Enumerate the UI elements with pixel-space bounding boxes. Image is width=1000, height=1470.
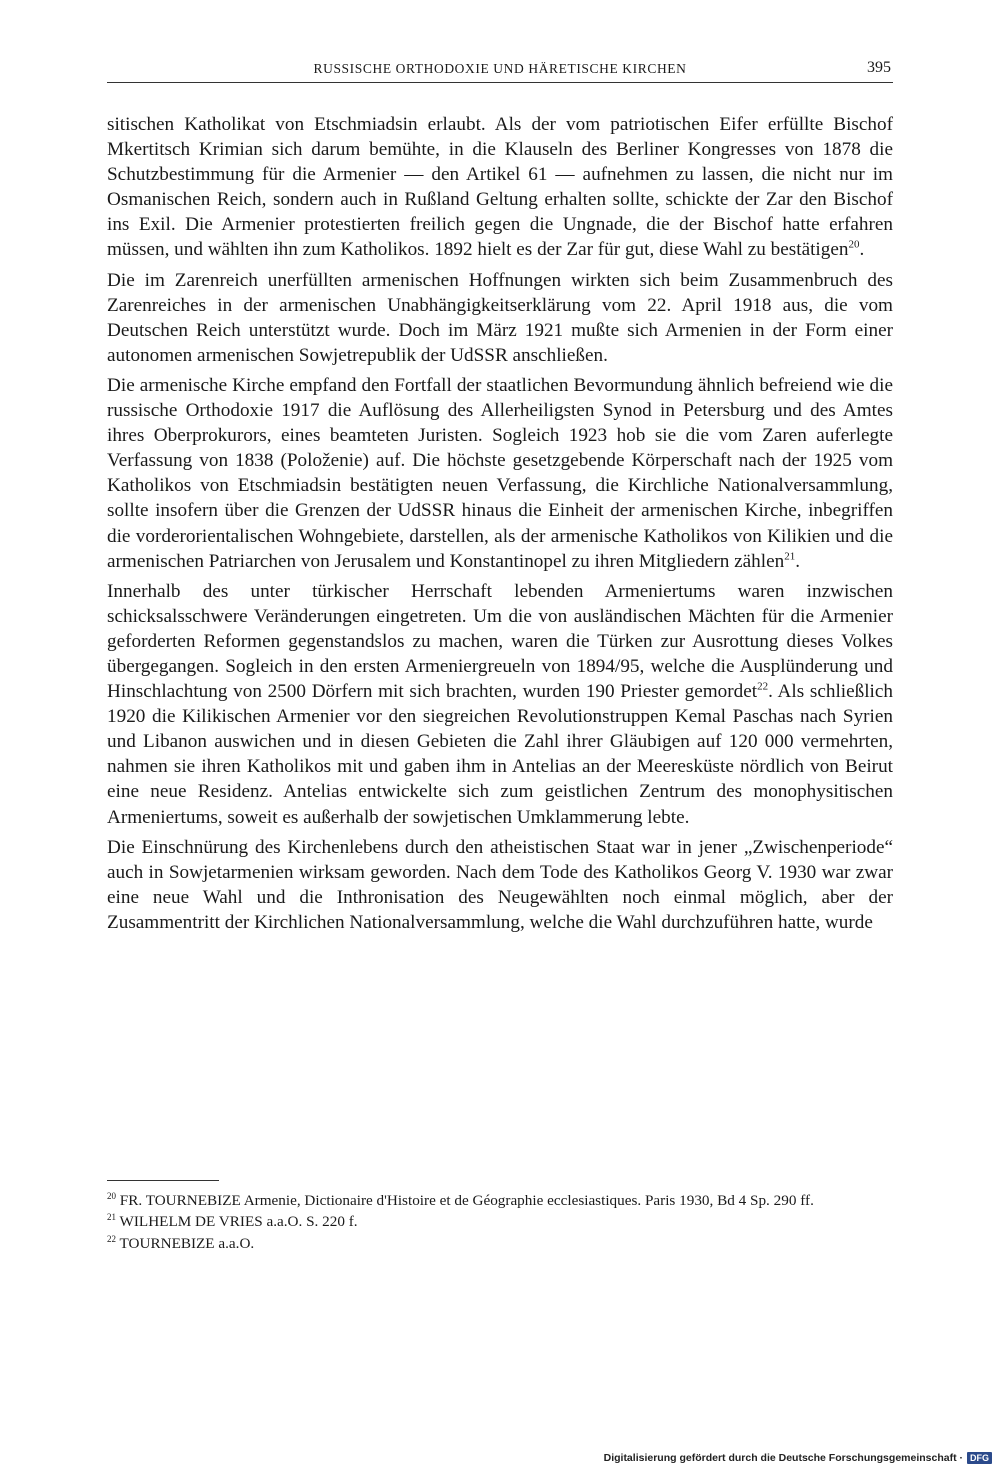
footnote-text: WILHELM DE VRIES a.a.O. S. 220 f. [119,1213,358,1231]
footnote-text: FR. TOURNEBIZE Armenie, Dictionaire d'Histoire et de Géographie ecclesiastiques. Paris 1930, Bd 4 Sp. 290 ff. [119,1192,814,1210]
footnote [107,1231,893,1252]
credit-text: Digitalisierung gefördert durch die Deutsche Forschungsgemeinschaft · [603,1452,963,1464]
footnote-number: 22 [107,1233,116,1244]
paragraph-tail: . [795,550,801,572]
paragraph-text: Die armenische Kirche empfand den Fortfall der staatlichen Bevormundung ähnlich befreiend wie die russische Orthodoxie 1917 die Auflösung des Allerheiligsten Synod in Petersburg und des Amtes ihres Oberprokurors, eines beamteten Juristen. Sogleich 1923 hob sie die vom Zaren auferlegte Verfassung von 1838 (Položenie) auf. Die höchste gesetzgebende Körperschaft nach der 1925 vom Katholikos von Etschmiadsin bestätigten neuen Verfassung, die Kirchliche Nationalversammlung, sollte insofern über die Grenzen der UdSSR hinaus die Einheit der armenischen Kirche, inbegriffen die vorderorientalischen Wohngebiete, darstellen, als der armenische Katholikos von Kilikien und die armenischen Patriarchen von Jerusalem und Konstantinopel zu ihren Mitgliedern zählen [107,374,893,572]
paragraph-tail: . [859,239,865,261]
paragraph-tail: . Als schließlich 1920 die Kilikischen Armenier vor den siegreichen Revolutionstruppen Kemal Paschas nach Syrien und Libanon auswichen und in diesen Gebieten die Zahl ihrer Gläubigen auf 120 000 vermehrten, nahmen sie ihren Katholikos mit und gaben ihm in Antelias an der Meeresküste nördlich von Beirut eine neue Residenz. Antelias entwickelte sich zum geistlichen Zentrum des monophysitischen Armeniertums, soweit es außerhalb der sowjetischen Umklammerung lebte. [107,681,893,828]
footnote-marker[interactable]: 21 [784,550,796,563]
footnote [107,1209,893,1230]
footnote-marker[interactable]: 20 [848,239,860,252]
running-title: RUSSISCHE ORTHODOXIE UND HÄRETISCHE KIRCHEN [313,61,687,76]
main-text [107,112,893,940]
paragraph [107,835,893,935]
paragraph [107,112,893,263]
dfg-logo: DFG [967,1452,992,1464]
footnotes [107,1188,893,1252]
paragraph-text: sitischen Katholikat von Etschmiadsin erlaubt. Als der vom patriotischen Eifer erfüllte Bischof Mkertitsch Krimian sich darum bemühte, in die Klauseln des Berliner Kongresses von 1878 die Schutzbestimmung für die Armenier — den Artikel 61 — aufnehmen zu lassen, die nicht nur im Osmanischen Reich, sondern auch in Rußland Geltung erhalten sollte, schickte der Zar den Bischof ins Exil. Die Armenier protestierten freilich gegen die Ungnade, die der Bischof hatte erfahren müssen, und wählten ihn zum Katholikos. 1892 hielt es der Zar für gut, diese Wahl zu bestätigen [107,114,893,261]
paragraph [107,579,893,830]
footnote-divider [107,1180,219,1181]
footnote [107,1188,893,1209]
paragraph [107,268,893,368]
paragraph-text: Die Einschnürung des Kirchenlebens durch den atheistischen Staat war in jener „Zwischenperiode“ auch in Sowjetarmenien wirksam geworden. Nach dem Tode des Katholikos Georg V. 1930 war zwar eine neue Wahl und die Inthronisation des Neugewählten noch einmal möglich, aber der Zusammentritt der Kirchlichen Nationalversammlung, welche die Wahl durchzuführen hatte, wurde [107,836,893,933]
footnote-text: TOURNEBIZE a.a.O. [119,1234,255,1252]
footnote-number: 21 [107,1212,116,1223]
paragraph-text: Die im Zarenreich unerfüllten armenischen Hoffnungen wirkten sich beim Zusammenbruch des Zarenreiches in der armenischen Unabhängigkeitserklärung vom 22. April 1918 aus, die vom Deutschen Reich unterstützt wurde. Doch im März 1921 mußte sich Armenien in der Form einer autonomen armenischen Sowjetrepublik der UdSSR anschließen. [107,269,893,366]
running-header [107,58,893,83]
footnote-number: 20 [107,1191,116,1201]
page-number: 395 [867,59,891,76]
paragraph-text: Innerhalb des unter türkischer Herrschaft lebenden Armeniertums waren inzwischen schicksalsschwere Veränderungen eingetreten. Um die von ausländischen Mächten für die Armenier geforderten Reformen gegenstandslos zu machen, waren die Türken zur Ausrottung dieses Volkes übergegangen. Sogleich in den ersten Armeniergreueln von 1894/95, welche die Ausplünderung und Hinschlachtung von 2500 Dörfern mit sich brachten, wurden 190 Priester gemordet [107,580,893,703]
footnote-marker[interactable]: 22 [757,680,769,693]
paragraph [107,373,893,574]
digitization-credit [604,1452,992,1464]
